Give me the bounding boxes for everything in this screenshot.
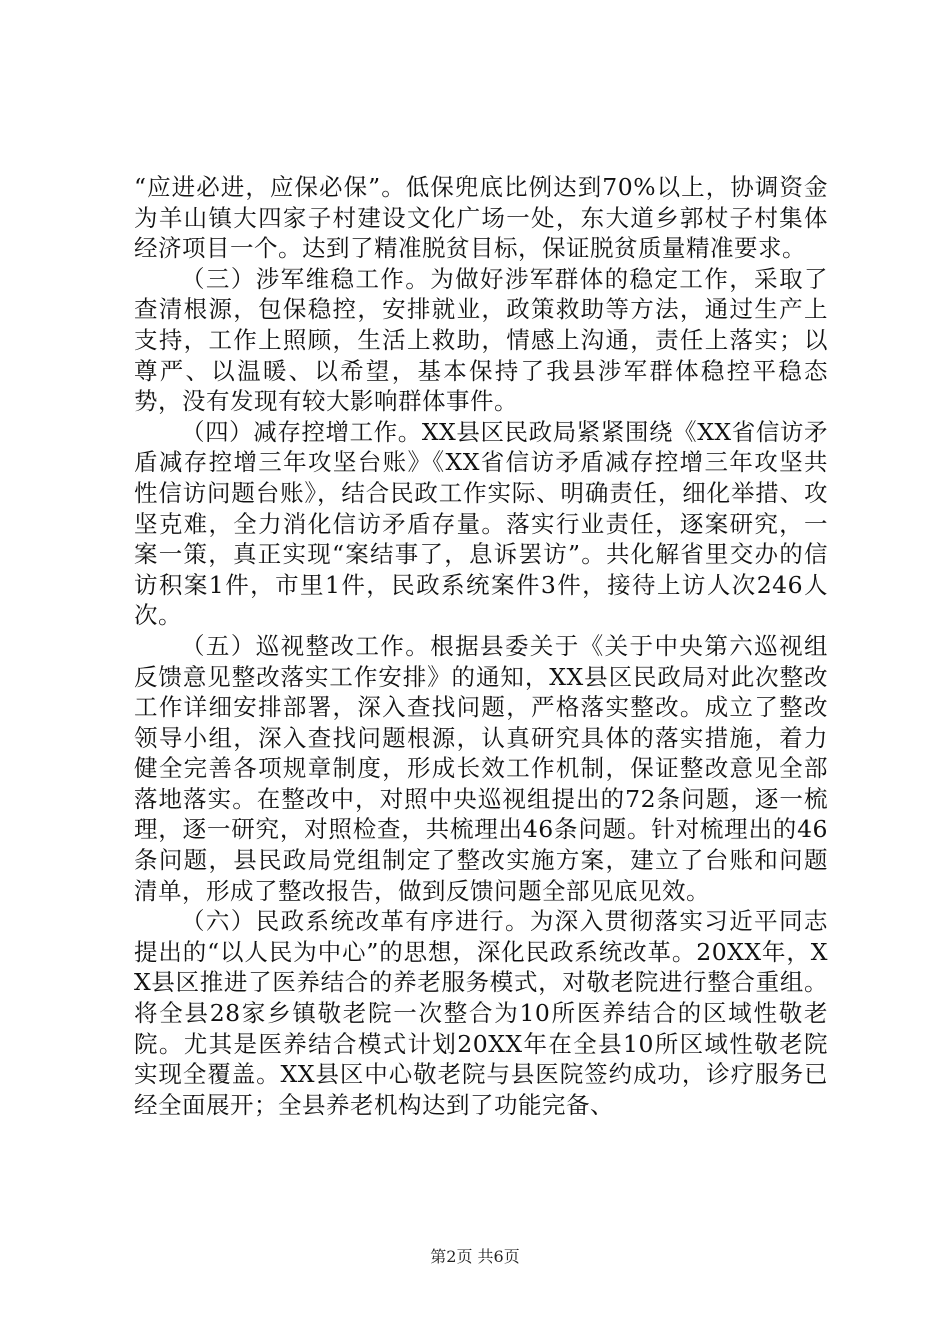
paragraph-continuation: “应进必进，应保必保”。低保兜底比例达到70%以上，协调资金为羊山镇大四家子村建设文化广场一处，东大道乡郭杖子村集体经济项目一个。达到了精准脱贫目标，保证脱贫质量精准要求。 — [134, 173, 828, 263]
document-body — [134, 172, 828, 1120]
paragraph-inspection-rectification: （五）巡视整改工作。根据县委关于《关于中央第六巡视组反馈意见整改落实工作安排》的通知，XX县区民政局对此次整改工作详细安排部署，深入查找问题，严格落实整改。成立了整改领导小组，深入查找问题根源，认真研究具体的落实措施，着力健全完善各项规章制度，形成长效工作机制，保证整改意见全部落地落实。在整改中，对照中央巡视组提出的72条问题，逐一梳理，逐一研究，对照检查，共梳理出46条问题。针对梳理出的46条问题，县民政局党组制定了整改实施方案，建立了台账和问题清单，形成了整改报告，做到反馈问题全部见底见效。 — [134, 631, 828, 905]
paragraph-military-stability: （三）涉军维稳工作。为做好涉军群体的稳定工作，采取了查清根源，包保稳控，安排就业，政策救助等方法，通过生产上支持，工作上照顾，生活上救助，情感上沟通，责任上落实；以尊严、以温暖、以希望，基本保持了我县涉军群体稳控平稳态势，没有发现有较大影响群体事件。 — [134, 264, 828, 416]
paragraph-petition-reduction: （四）减存控增工作。XX县区民政局紧紧围绕《XX省信访矛盾减存控增三年攻坚台账》《XX省信访矛盾减存控增三年攻坚共性信访问题台账》，结合民政工作实际、明确责任，细化举措、攻坚克难，全力消化信访矛盾存量。落实行业责任，逐案研究，一案一策，真正实现“案结事了，息诉罢访”。共化解省里交办的信访积案1件，市里1件，民政系统案件3件，接待上访人次246人次。 — [134, 417, 828, 630]
page-footer: 第2页 共6页 — [430, 1247, 520, 1266]
paragraph-civil-affairs-reform: （六）民政系统改革有序进行。为深入贯彻落实习近平同志提出的“以人民为中心”的思想，深化民政系统改革。20XX年，XX县区推进了医养结合的养老服务模式，对敬老院进行整合重组。将全县28家乡镇敬老院一次整合为10所医养结合的区域性敬老院。尤其是医养结合模式计划20XX年在全县10所区域性敬老院实现全覆盖。XX县区中心敬老院与县医院签约成功，诊疗服务已经全面展开；全县养老机构达到了功能完备、 — [134, 907, 828, 1119]
